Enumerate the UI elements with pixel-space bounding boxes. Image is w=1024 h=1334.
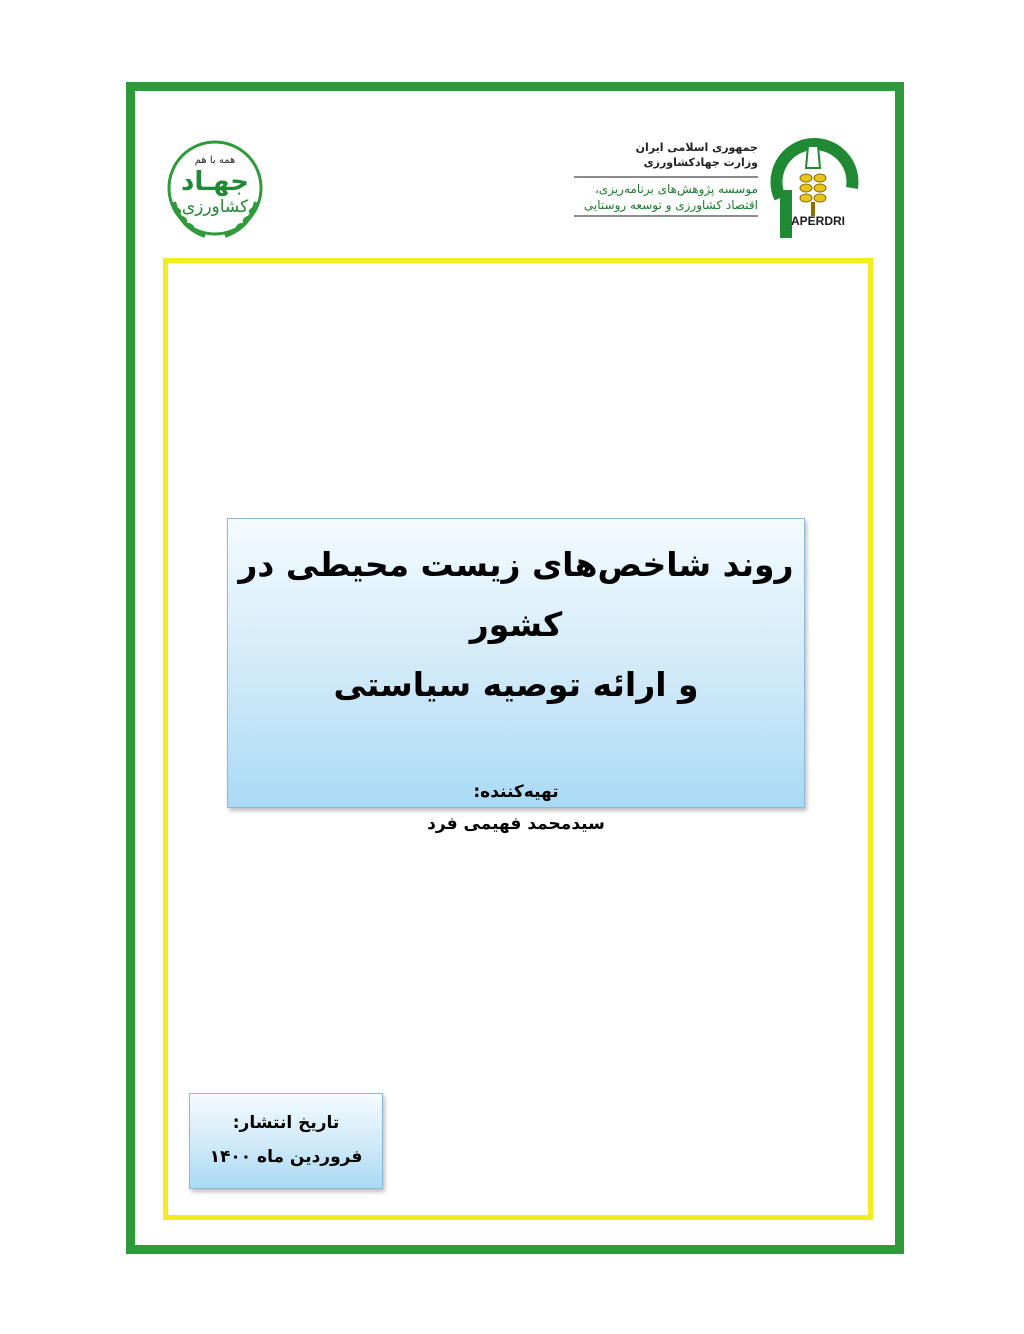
institute-name-line2: اقتصاد کشاورزی و توسعه روستایی: [583, 198, 758, 212]
ministry-header: [574, 140, 758, 217]
author-name: سیدمحمد فهیمی فرد: [427, 814, 605, 834]
publication-date-label: تاریخ انتشار:: [232, 1113, 340, 1133]
title-box: [227, 518, 805, 834]
publication-date-value: فروردین ماه ۱۴۰۰: [209, 1147, 363, 1167]
publication-date-box: [189, 1093, 383, 1189]
jahad-logo-subname: کشاورزی: [181, 197, 249, 217]
country-name: جمهوری اسلامی ایران: [635, 141, 758, 154]
divider: [574, 215, 758, 217]
institute-name-line1: موسسه پژوهش‌های برنامه‌ریزی،: [594, 182, 758, 196]
divider: [574, 176, 758, 178]
prepared-by-label: تهیه‌کننده:: [473, 782, 559, 802]
aperdri-logo-label: APERDRI: [790, 214, 845, 228]
ministry-name: وزارت جهادکشاورزی: [643, 156, 758, 169]
jahad-logo-name: جهـاد: [181, 167, 249, 197]
document-title-line1: روند شاخص‌های زیست محیطی در کشور: [238, 545, 794, 644]
jahad-logo-tagline: همه با هم: [194, 155, 236, 166]
document-title-line2: و ارائه توصیه سیاستی: [333, 665, 699, 704]
